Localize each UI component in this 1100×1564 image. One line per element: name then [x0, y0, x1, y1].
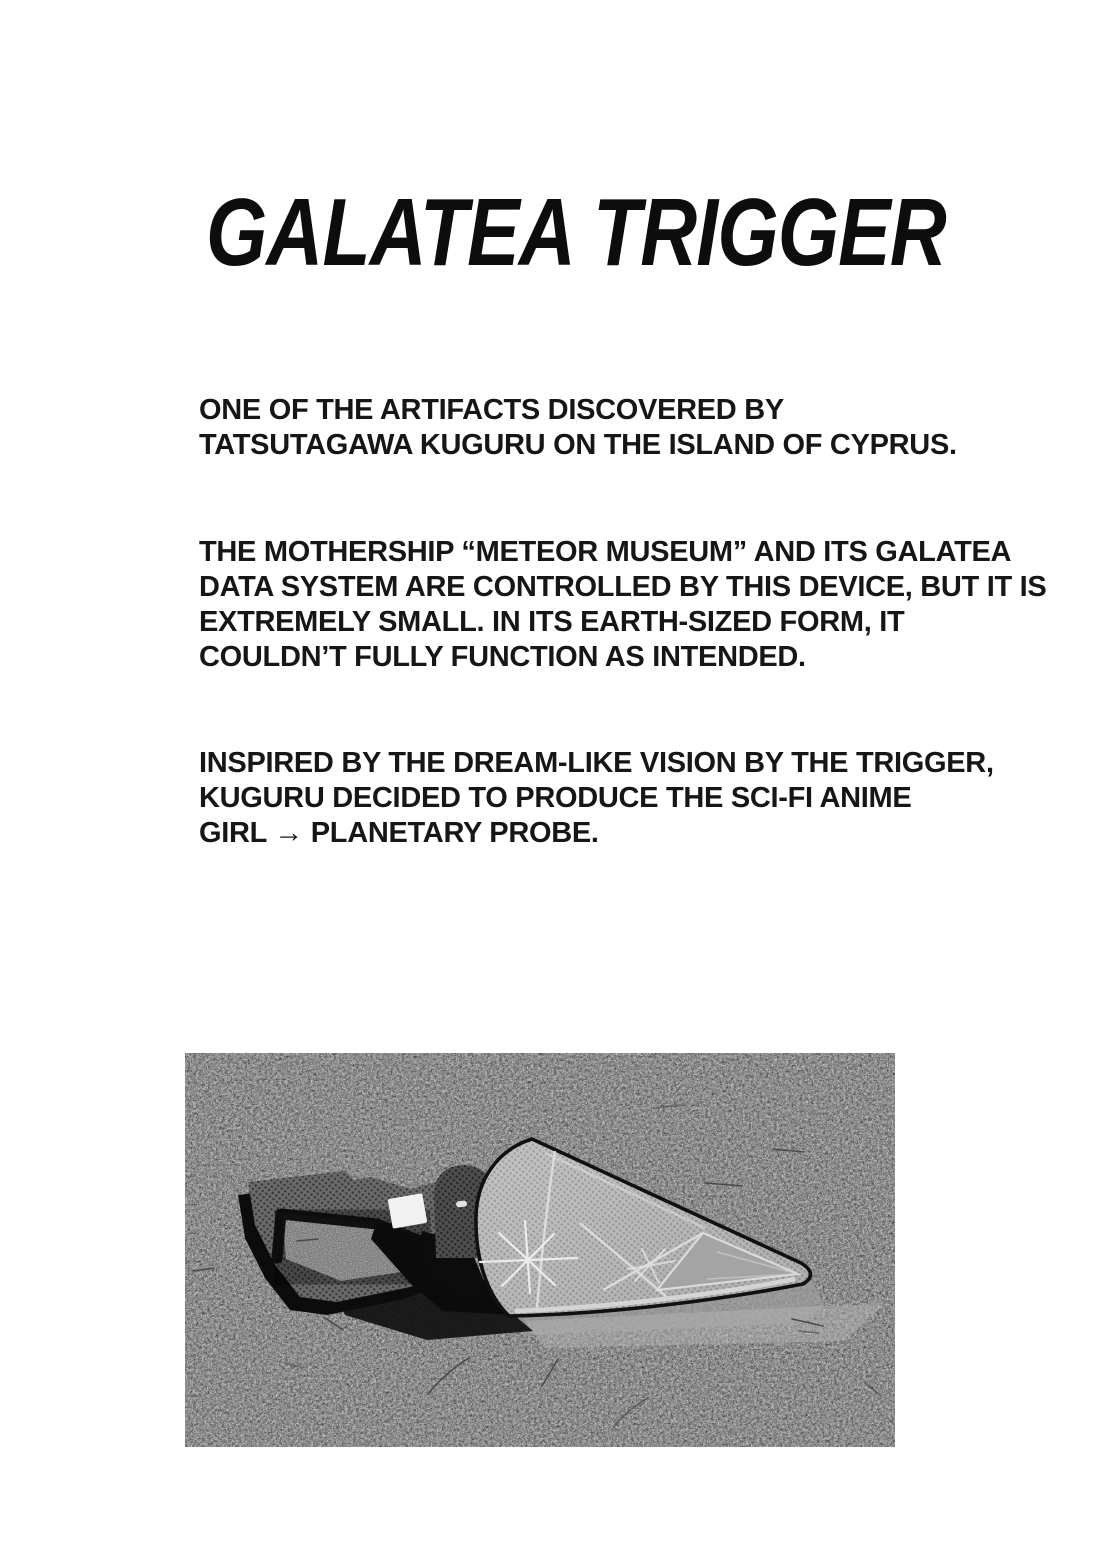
paragraph-mothership [199, 535, 1046, 675]
artifact-illustration-svg [185, 1053, 895, 1447]
text-line: INSPIRED BY THE DREAM-LIKE VISION BY THE TRIGGER, [199, 747, 994, 779]
text-line: EXTREMELY SMALL. IN ITS EARTH-SIZED FORM, IT [199, 606, 905, 638]
text-line: GIRL → PLANETARY PROBE. [199, 817, 599, 849]
paragraph-inspiration [199, 746, 994, 851]
paragraph-discovery [199, 393, 957, 463]
artifact-illustration [185, 1053, 895, 1447]
text-line: THE MOTHERSHIP “METEOR MUSEUM” AND ITS GALATEA [199, 536, 1012, 568]
text-line: COULDN’T FULLY FUNCTION AS INTENDED. [199, 641, 806, 673]
page-title: GALATEA TRIGGER [206, 179, 946, 286]
text-line: ONE OF THE ARTIFACTS DISCOVERED BY [199, 394, 784, 426]
text-line: TATSUTAGAWA KUGURU ON THE ISLAND OF CYPRUS. [199, 429, 957, 461]
artifact-button [388, 1193, 428, 1229]
text-line: KUGURU DECIDED TO PRODUCE THE SCI-FI ANIME [199, 782, 912, 814]
text-line: DATA SYSTEM ARE CONTROLLED BY THIS DEVICE, BUT IT IS [199, 571, 1047, 603]
